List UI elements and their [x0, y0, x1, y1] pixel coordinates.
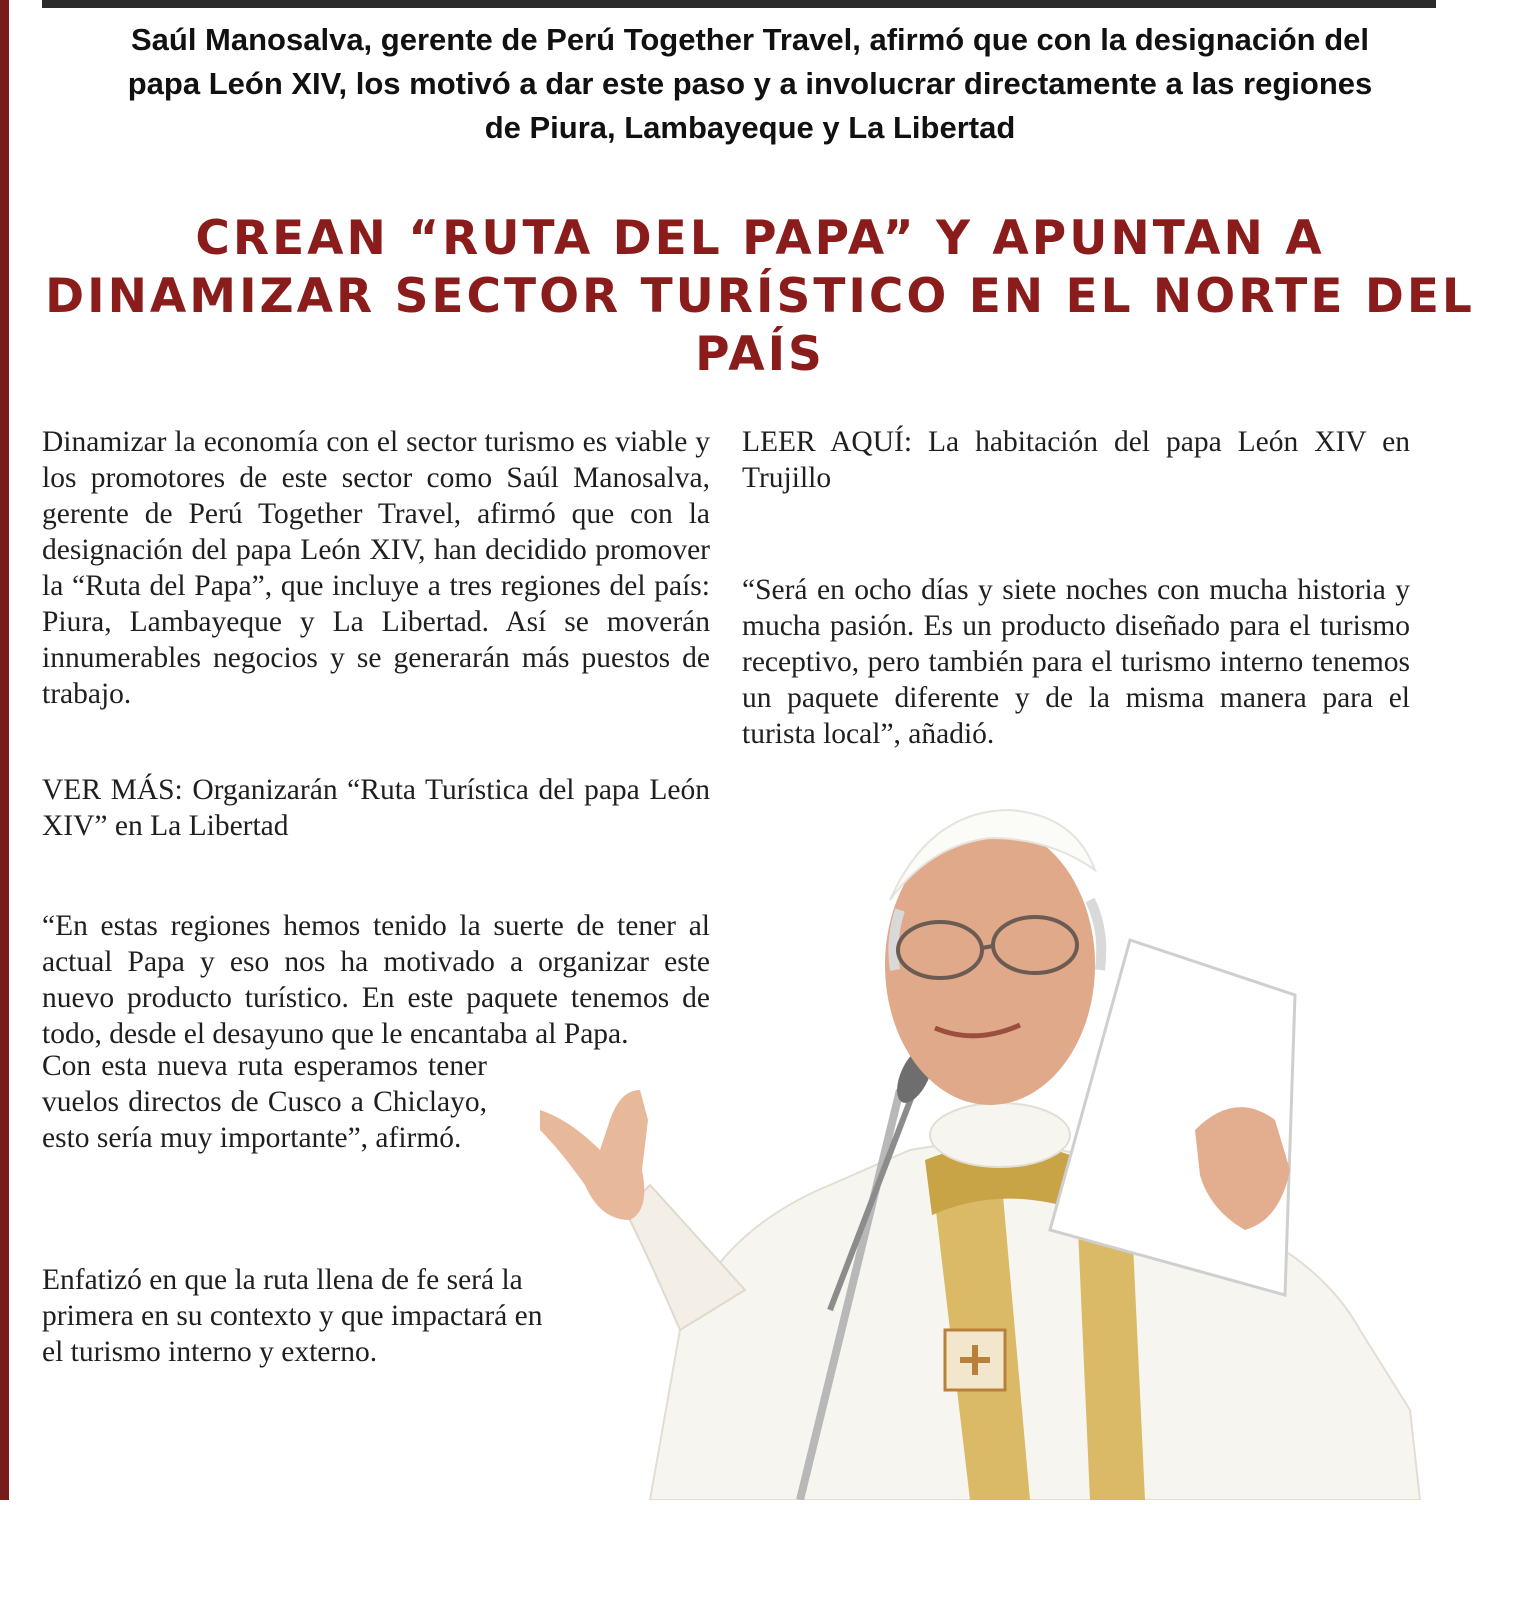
pope-photo [530, 790, 1450, 1500]
neck-collar [930, 1103, 1070, 1167]
paragraph-quote: “En estas regiones hemos tenido la suerte de tener al actual Papa y eso nos ha motivado a organizar este nuevo producto turístico. En este paquete tenemos de todo, desde el desayuno que le encantaba al Papa. [42, 910, 710, 1050]
paragraph-route-quote: “Será en ocho días y siete noches con mucha historia y mucha pasión. Es un producto diseñado para el turismo receptivo, pero también para el turismo interno tenemos un paquete diferente y de la misma manera para el turista local”, añadió. [742, 574, 1410, 750]
article-subtitle: Saúl Manosalva, gerente de Perú Together Travel, afirmó que con la designación del papa León XIV, los motivó a dar este paso y a involucrar directamente a las regiones de Piura, Lambayeque y La Libertad [127, 22, 1373, 145]
raised-hand [540, 1090, 648, 1220]
left-accent-rule [0, 0, 9, 1500]
paragraph-quote-continued: Con esta nueva ruta esperamos tener vuelos directos de Cusco a Chiclayo, esto sería muy importante”, afirmó. [42, 1050, 487, 1154]
top-rule [42, 0, 1436, 8]
paragraph-conclusion: Enfatizó en que la ruta llena de fe será la primera en su contexto y que impactará en el turismo interno y externo. [42, 1264, 543, 1368]
link-leer-aqui[interactable]: LEER AQUÍ: La habitación del papa León XIV en Trujillo [742, 426, 1410, 494]
link-ver-mas[interactable]: VER MÁS: Organizarán “Ruta Turística del papa León XIV” en La Libertad [42, 774, 710, 842]
paragraph-intro: Dinamizar la economía con el sector turismo es viable y los promotores de este sector como Saúl Manosalva, gerente de Perú Together Travel, afirmó que con la designación del papa León XIV, han decidido promover la “Ruta del Papa”, que incluye a tres regiones del país: Piura, Lambayeque y La Libertad. Así se moverán innumerables negocios y se generarán más puestos de trabajo. [42, 426, 710, 710]
article-headline: CREAN “RUTA DEL PAPA” Y APUNTAN A DINAMIZAR SECTOR TURÍSTICO EN EL NORTE DEL PAÍS [45, 211, 1475, 382]
